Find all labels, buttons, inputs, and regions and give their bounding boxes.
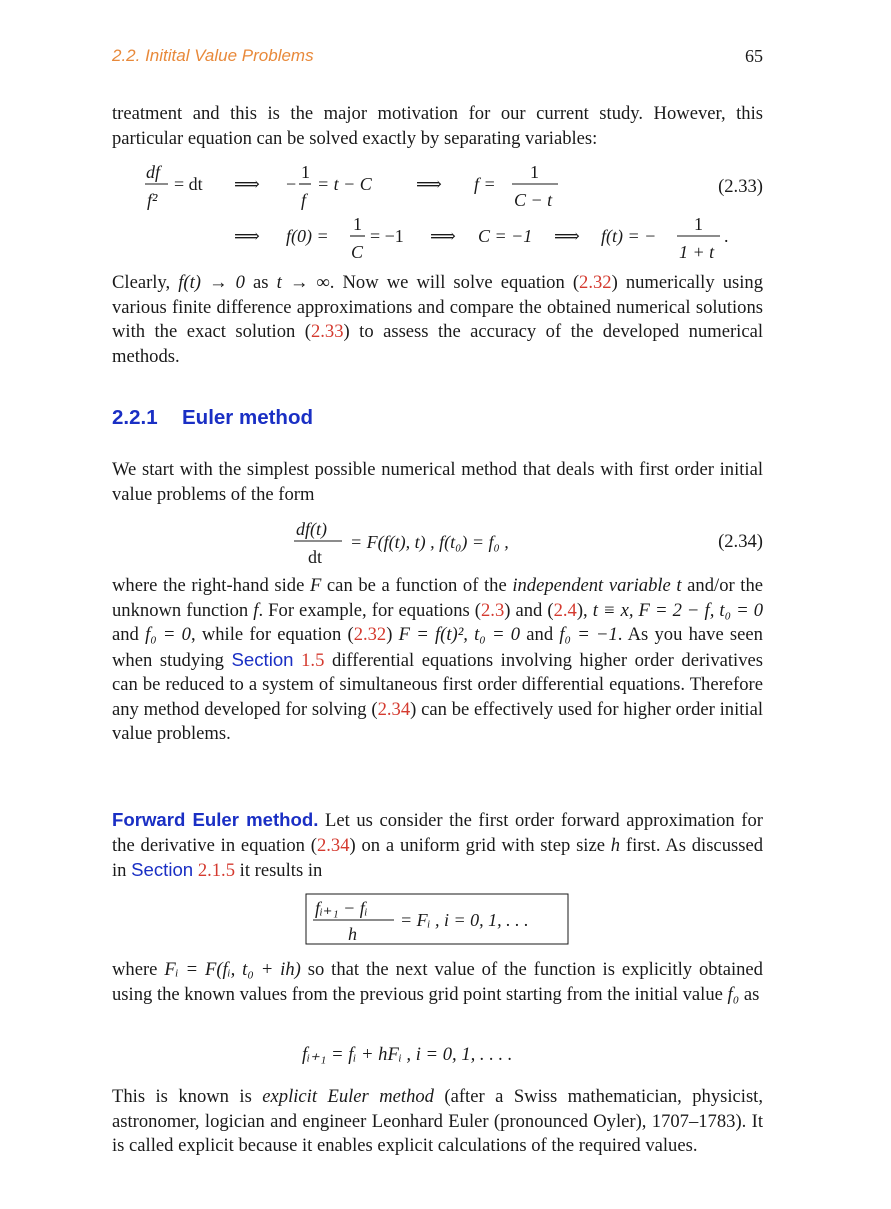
eq234-den: dt <box>308 547 323 567</box>
eq234-num: df(t) <box>296 519 327 539</box>
text: . For example, for equations ( <box>258 599 481 621</box>
eq1-implies-2: ⟹ <box>416 174 442 194</box>
eq1-implies-1: ⟹ <box>234 174 260 194</box>
eq2-implies-3: ⟹ <box>554 226 580 246</box>
eq2-f0: f(0) = <box>286 226 329 246</box>
text: first. As discussed in <box>112 834 764 881</box>
text: Clearly, <box>112 272 179 293</box>
text: Let us consider the first order forward approximation for the derivative in equation ( <box>112 810 763 856</box>
eq1-f-eq: f = <box>474 174 496 194</box>
math: f₀ <box>727 983 740 1005</box>
text: differential equations involving higher order derivatives can be reduced to a system of simultaneous first order differential equations. Therefore any method developed for solving ( <box>112 649 763 720</box>
math: t <box>676 575 682 596</box>
paragraph-intro: treatment and this is the major motivation for our current study. However, this particular equation can be solved exactly by separating variables: <box>112 103 763 149</box>
eq1-rhs1: = t − C <box>317 174 372 194</box>
text: where <box>112 959 165 980</box>
eq1-frac1-num: 1 <box>301 162 310 182</box>
section-heading <box>112 406 313 430</box>
equation-2-34 <box>112 515 763 575</box>
equation-ref-link[interactable]: 2.32 <box>579 272 612 293</box>
eq2-frac2-den: 1 + t <box>679 242 715 262</box>
paragraph-forward-euler <box>112 808 763 884</box>
text: so that the next value of the function is explicitly obtained using the known values from the previous grid point starting from the initial value <box>112 959 763 1005</box>
running-title: 2.2. Initital Value Problems <box>112 46 314 65</box>
text: ), <box>576 599 593 621</box>
text: ) and ( <box>504 599 554 621</box>
paragraph-clearly <box>112 271 763 369</box>
emphasis: independent variable <box>512 575 671 596</box>
math: f(t) → 0 <box>178 272 245 293</box>
eq2-c-eq: C = −1 <box>478 226 533 246</box>
text: , while for equation ( <box>190 624 354 645</box>
eq2-implies-2: ⟹ <box>430 226 456 246</box>
math: t → ∞ <box>276 272 330 293</box>
eq1-frac2-num: 1 <box>530 162 539 182</box>
math: f₀ = −1 <box>559 624 618 645</box>
text: (after a Swiss mathematician, physicist, astronomer, logician and engineer Leonhard Euler (pronounced Oyler), 1707–1783). It is called explicit because it enables explicit calculations of the required values. <box>112 1086 763 1156</box>
section-ref-link[interactable]: Section <box>231 648 294 670</box>
equation-number-2-34: (2.34) <box>718 531 763 552</box>
section-title: Euler method <box>182 406 313 429</box>
page-header <box>112 46 763 70</box>
eq1-frac2-den: C − t <box>514 190 553 210</box>
section-ref-link[interactable]: Section <box>131 859 194 880</box>
text: ) to assess the accuracy of the developed numerical methods. <box>112 321 763 367</box>
boxed-den: h <box>348 924 357 944</box>
text: as <box>244 272 277 293</box>
paragraph-known <box>112 1085 763 1159</box>
math: f <box>253 599 259 621</box>
equation-ref-link[interactable]: 2.32 <box>353 624 387 645</box>
boxed-equation-svg <box>112 893 763 949</box>
eq1-frac1-den: f <box>301 190 307 210</box>
text: can be a function of the <box>321 575 513 596</box>
section-ref-number[interactable]: 1.5 <box>301 649 325 671</box>
text: and <box>112 624 146 645</box>
eq2-frac-num: 1 <box>353 214 362 234</box>
text: ) <box>386 624 399 645</box>
equation-ref-link[interactable]: 2.4 <box>553 599 577 621</box>
math: f₀ = 0 <box>145 624 191 645</box>
equation-ref-link[interactable]: 2.34 <box>316 834 350 856</box>
paragraph-fi <box>112 958 763 1007</box>
paragraph-start: We start with the simplest possible numerical method that deals with first order initial value problems of the form <box>112 459 763 505</box>
math: F <box>309 575 322 596</box>
eq1-lhs-den: f² <box>147 190 158 210</box>
equation-number-2-33: (2.33) <box>718 176 763 197</box>
explicit-equation <box>112 1044 763 1074</box>
math: Fᵢ = F(fᵢ, t₀ + ih) <box>164 959 301 980</box>
text: . As you have seen when studying <box>112 624 763 671</box>
text: as <box>739 983 760 1005</box>
text: ) can be effectively used for higher order initial value problems. <box>112 698 763 744</box>
eq234-rhs: = F(f(t), t) , f(t₀) = f₀ , <box>350 532 509 552</box>
text: ) on a uniform grid with step size <box>349 834 611 856</box>
text: it results in <box>235 860 323 881</box>
eq1-lhs-num: df <box>146 162 161 182</box>
math: F = f(t)², t₀ = 0 <box>398 624 521 645</box>
eq2-eq-m1: = −1 <box>370 226 404 246</box>
explicit-equation-text: fᵢ₊₁ = fᵢ + hFᵢ , i = 0, 1, . . . . <box>302 1044 513 1065</box>
run-in-heading: Forward Euler method. <box>112 809 319 830</box>
eq2-implies-1: ⟹ <box>234 226 260 246</box>
page-number: 65 <box>745 46 763 66</box>
math: t ≡ x, F = 2 − f, t₀ = 0 <box>592 599 763 621</box>
equation-2-34-svg <box>112 515 763 575</box>
eq1-minus: − <box>286 174 297 194</box>
eq2-frac2-num: 1 <box>694 214 703 234</box>
boxed-num: fᵢ₊₁ − fᵢ <box>315 898 368 918</box>
eq2-period: . <box>724 226 729 246</box>
section-number: 2.2.1 <box>112 406 158 429</box>
equation-2-33-svg <box>112 158 763 270</box>
text: ) numerically using various finite difference approximations and compare the obtained numerical solutions with the exact solution ( <box>112 272 763 342</box>
text: and <box>520 624 560 645</box>
text: where the right-hand side <box>112 575 310 596</box>
text: . Now we will solve equation ( <box>329 272 580 293</box>
section-ref-number[interactable]: 2.1.5 <box>197 860 235 881</box>
eq2-ft: f(t) = − <box>601 226 657 246</box>
text: This is known is <box>112 1086 263 1107</box>
eq2-frac-den: C <box>351 242 364 262</box>
equation-ref-link[interactable]: 2.3 <box>481 599 505 621</box>
boxed-rhs: = Fᵢ , i = 0, 1, . . . <box>400 910 529 930</box>
math: h <box>610 834 621 856</box>
equation-2-33 <box>112 158 763 270</box>
eq1-eq-dt: = dt <box>174 174 203 194</box>
text: and/or the unknown function <box>112 575 764 621</box>
equation-ref-link[interactable]: 2.34 <box>377 698 411 720</box>
equation-ref-link[interactable]: 2.33 <box>310 321 344 342</box>
emphasis: explicit Euler method <box>262 1086 434 1107</box>
paragraph-where <box>112 574 763 747</box>
boxed-equation <box>112 893 763 949</box>
